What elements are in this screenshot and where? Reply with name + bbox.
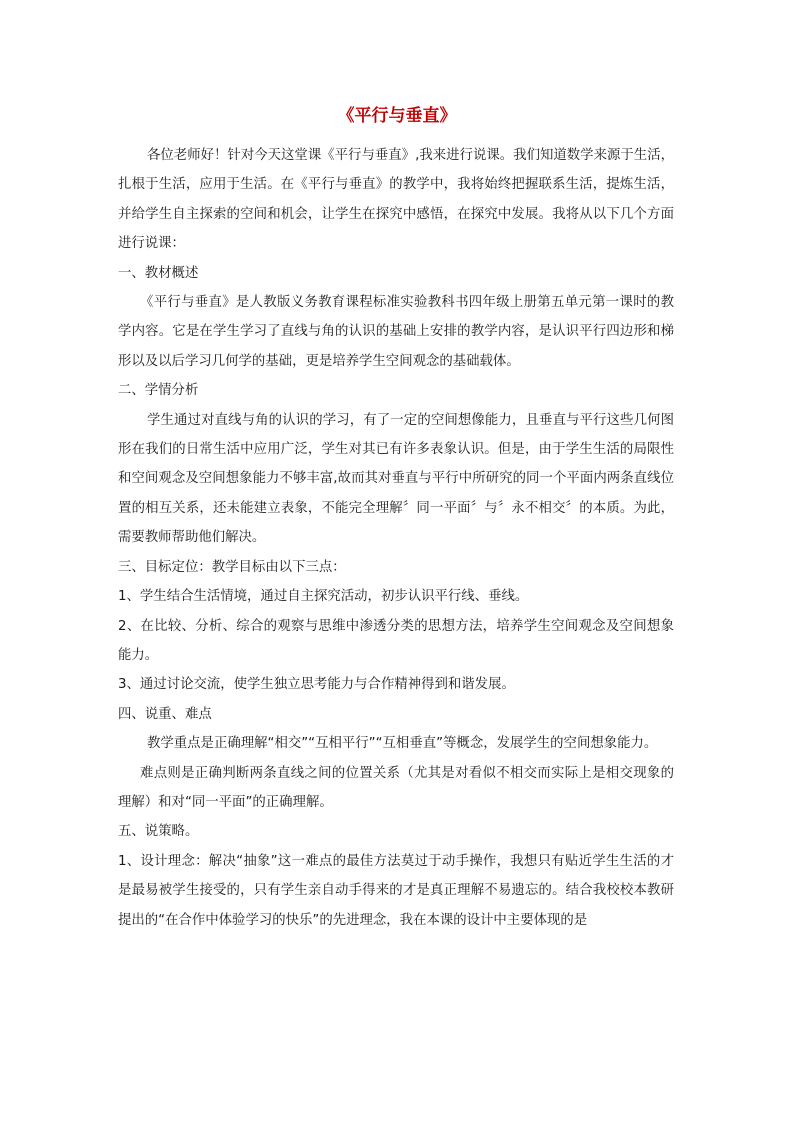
document-paragraph: 各位老师好！针对今天这堂课《平行与垂直》,我来进行说课。我们知道数学来源于生活，扎根于生活，应用于生活。在《平行与垂直》的教学中，我将始终把握联系生活，提炼生活，并给学生自主探索的空间和机会，让学生在探究中感悟，在探究中发展。我将从以下几个方面进行说课： [118,148,674,252]
document-paragraph: 三、目标定位：教学目标由以下三点： [118,559,346,575]
document-title: 《平行与垂直》 [337,106,457,126]
document-paragraph: 一、教材概述 [118,265,199,281]
document-paragraph: 《平行与垂直》是人教版义务教育课程标准实验教科书四年级上册第五单元第一课时的教学内容。它是在学生学习了直线与角的认识的基础上安排的教学内容，是认识平行四边形和梯形以及以后学习几何学的基础，更是培养学生空间观念的基础载体。 [118,295,674,369]
document-paragraph: 学生通过对直线与角的认识的学习，有了一定的空间想像能力，且垂直与平行这些几何图形在我们的日常生活中应用广泛，学生对其已有许多表象认识。但是，由于学生生活的局限性和空间观念及空间想象能力不够丰富,故而其对垂直与平行中所研究的同一个平面内两条直线位置的相互关系，还未能建立表象，不能完全理解〞同一平面〞与〞永不相交〞的本质。为此，需要教师帮助他们解决。 [118,412,674,546]
document-paragraph: 四、说重、难点 [118,706,212,722]
document-paragraph: 3、通过讨论交流，使学生独立思考能力与合作精神得到和谐发展。 [118,677,515,693]
document-paragraph: 难点则是正确判断两条直线之间的位置关系（尤其是对看似不相交而实际上是相交现象的理解）和对“同一平面”的正确理解。 [118,765,674,810]
document-paragraph: 1、学生结合生活情境，通过自主探究活动，初步认识平行线、垂线。 [118,589,529,605]
document-paragraph: 教学重点是正确理解“相交”“互相平行”“互相垂直”等概念，发展学生的空间想象能力。 [147,736,658,752]
document-paragraph: 1、设计理念：解决“抽象”这一难点的最佳方法莫过于动手操作，我想只有贴近学生生活的才是最易被学生接受的，只有学生亲自动手得来的才是真正理解不易遗忘的。结合我校校本教研提出的“在合作中体验学习的快乐”的先进理念，我在本课的设计中主要体现的是 [118,853,674,928]
document-paragraph: 二、学情分析 [118,383,199,399]
document-paragraph: 五、说策略。 [118,824,199,840]
document-body [118,141,674,935]
document-paragraph: 2、在比较、分析、综合的观察与思维中渗透分类的思想方法，培养学生空间观念及空间想象能力。 [118,618,674,663]
